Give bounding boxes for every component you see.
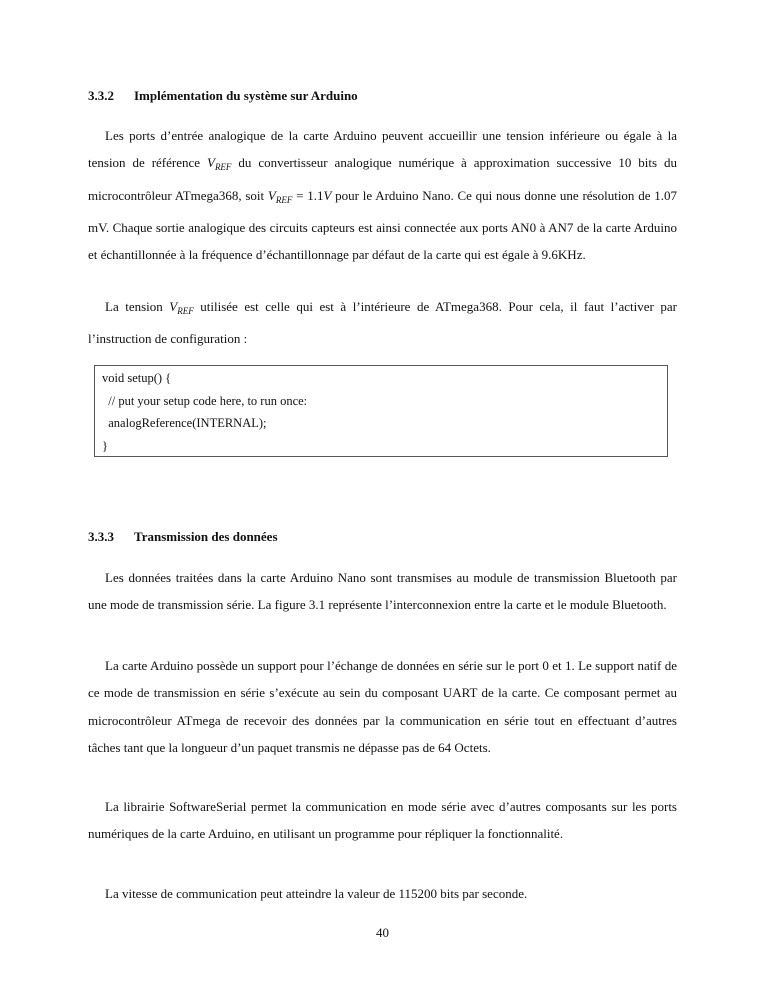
code-listing	[94, 365, 668, 457]
vref-symbol: $V_{REF}$	[169, 299, 194, 316]
section-heading-3-3-2	[88, 88, 358, 104]
code-line: // put your setup code here, to run once:	[102, 393, 308, 408]
page-number: 40	[376, 925, 389, 940]
section-heading-3-3-3	[88, 529, 278, 545]
paragraph-softwareserial: La librairie SoftwareSerial permet la communication en mode série avec d’autres composants sur les ports numériques de la carte Arduino, en utilisant un programme pour répliquer la fonctionnalité.	[88, 799, 677, 842]
section-title: Implémentation du système sur Arduino	[134, 88, 358, 103]
code-line: analogReference(INTERNAL);	[102, 416, 267, 430]
paragraph-baud-rate: La vitesse de communication peut atteindre la valeur de 115200 bits par seconde.	[105, 886, 528, 901]
paragraph-bluetooth: Les données traitées dans la carte Arduino Nano sont transmises au module de transmission Bluetooth par une mode de transmission série. La figure 3.1 représente l’interconnexion entre la carte et le module Bluetooth.	[88, 570, 677, 613]
equation-unit: V	[323, 187, 332, 203]
section-number: 3.3.2	[88, 88, 114, 103]
vref-equation: $V_{REF}$	[267, 187, 293, 205]
equation-value: = 1.1	[292, 187, 324, 203]
text-run: pour le Arduino Nano. Ce qui nous donne une résolution de 1.07 mV. Chaque sortie analogique des circuits capteurs est ainsi connectée aux ports AN0 à AN7 de la carte Arduino et échantillonnée à la fréquence d’échantillonnage par défaut de la carte qui est égale à 9.6KHz.	[88, 187, 677, 263]
code-line: }	[102, 438, 108, 453]
section-number: 3.3.3	[88, 529, 114, 544]
text-run: utilisée est celle qui est à l’intérieure de ATmega368. Pour cela, il faut l’activer par l’instruction de configuration :	[88, 299, 677, 347]
paragraph-adc-reference	[88, 122, 677, 268]
vref-symbol: $V_{REF}$	[206, 155, 232, 173]
text-run: du convertisseur analogique numérique à approximation successive 10 bits du microcontrôleur ATmega368, soit	[88, 155, 677, 203]
code-line: void setup() {	[102, 371, 172, 385]
paragraph-uart: La carte Arduino possède un support pour l’échange de données en série sur le port 0 et 1. Le support natif de ce mode de transmission en série s’exécute au sein du composant UART de la carte. Ce composant permet au microcontrôleur ATmega de recevoir des données par la communication en série tout en effectuant d’autres tâches tant que la longueur d’un paquet transmis ne dépasse pas de 64 Octets.	[88, 658, 677, 755]
section-title: Transmission des données	[134, 529, 278, 544]
text-run: La tension	[105, 299, 170, 314]
text-run: Les ports d’entrée analogique de la carte Arduino peuvent accueillir une tension inférieure ou égale à la tension de référence	[88, 128, 677, 171]
paragraph-vref-usage	[88, 293, 677, 353]
